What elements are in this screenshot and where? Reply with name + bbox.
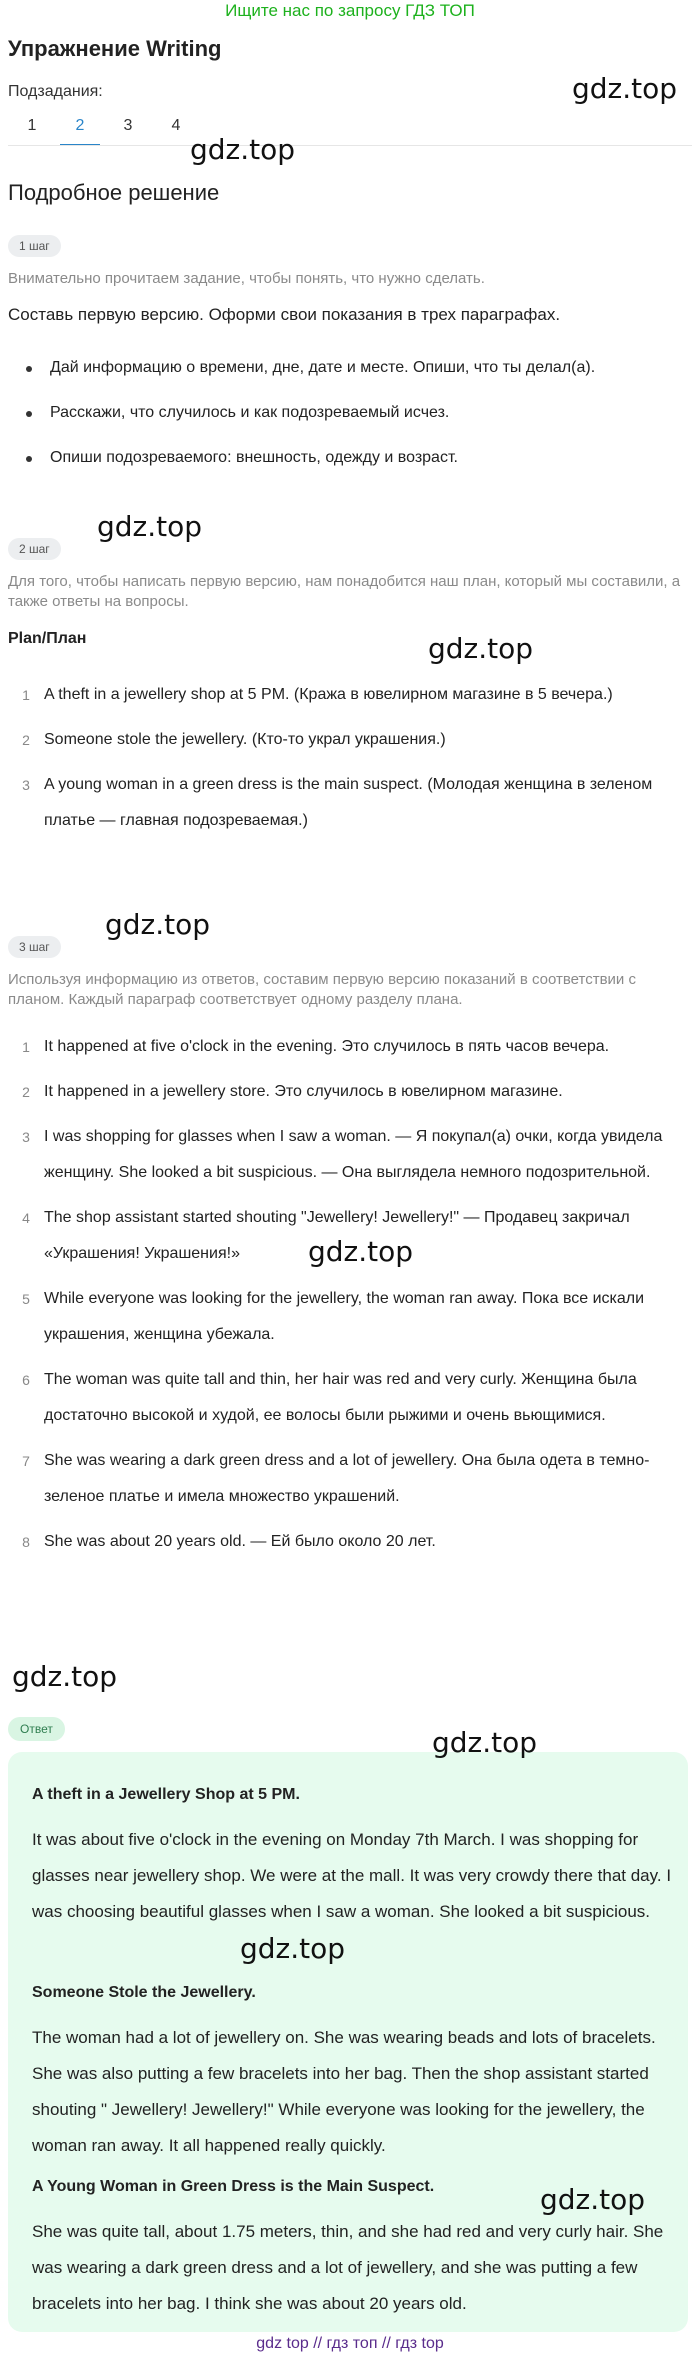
item-number: 1	[22, 1039, 30, 1055]
list-item	[8, 677, 688, 713]
plan-list	[8, 677, 688, 848]
watermark: gdz.top	[432, 1726, 538, 1759]
item-text: She was wearing a dark green dress and a lot of jewellery. Она была одета в темно-зеленое платье и имела множество украшений.	[44, 1452, 650, 1505]
item-text: I was shopping for glasses when I saw a woman. — Я покупал(а) очки, когда увидела женщину. She looked a bit suspicious. — Она выглядела немного подозрительной.	[44, 1128, 663, 1181]
item-text: The woman was quite tall and thin, her hair was red and very curly. Женщина была достаточно высокой и худой, ее волосы были рыжими и очень вьющимися.	[44, 1371, 637, 1424]
item-number: 6	[22, 1372, 30, 1388]
watermark: gdz.top	[105, 908, 211, 941]
item-number: 8	[22, 1534, 30, 1550]
item-number: 1	[22, 687, 30, 703]
watermark: gdz.top	[190, 133, 296, 166]
item-text: A theft in a jewellery shop at 5 PM. (Кража в ювелирном магазине в 5 вечера.)	[44, 686, 613, 703]
item-number: 5	[22, 1291, 30, 1307]
list-item	[8, 767, 688, 839]
item-text: A young woman in a green dress is the main suspect. (Молодая женщина в зеленом платье — главная подозреваемая.)	[44, 776, 653, 829]
task-text: Составь первую версию. Оформи свои показания в трех параграфах.	[8, 305, 561, 324]
answer-paragraph-heading: Someone Stole the Jewellery.	[32, 1984, 256, 2001]
footer-links[interactable]: gdz top // гдз топ // гдз top	[256, 2335, 444, 2352]
item-number: 7	[22, 1453, 30, 1469]
step-badge: 3 шаг	[8, 936, 61, 958]
list-item	[8, 1029, 688, 1065]
tabs-divider	[8, 145, 692, 146]
item-text: While everyone was looking for the jewellery, the woman ran away. Пока все искали украшения, женщина убежала.	[44, 1290, 645, 1343]
item-text: It happened in a jewellery store. Это случилось в ювелирном магазине.	[44, 1083, 563, 1100]
solution-heading: Подробное решение	[8, 180, 220, 205]
answer-paragraph: It was about five o'clock in the evening on Monday 7th March. I was shopping for glasses near jewellery shop. We were at the mall. It was very crowdy there that day. I was choosing beautiful glasses when I saw a woman. She looked a bit suspicious.	[32, 1830, 672, 1921]
step-description: Внимательно прочитаем задание, чтобы понять, что нужно сделать.	[8, 270, 485, 287]
answer-paragraph-heading: A theft in a Jewellery Shop at 5 PM.	[32, 1786, 300, 1803]
watermark: gdz.top	[12, 1660, 118, 1693]
item-number: 3	[22, 1129, 30, 1145]
top-banner: Ищите нас по запросу ГДЗ ТОП	[225, 1, 475, 20]
step-description: Используя информацию из ответов, составим первую версию показаний в соответствии с планом. Каждый параграф соответствует одному разделу плана.	[8, 971, 636, 1008]
item-number: 2	[22, 732, 30, 748]
answer-badge: Ответ	[8, 1717, 65, 1741]
list-item	[8, 1281, 688, 1353]
watermark: gdz.top	[428, 632, 534, 665]
list-item	[8, 1443, 688, 1515]
item-number: 3	[22, 777, 30, 793]
subtask-tabs	[8, 112, 200, 146]
watermark: gdz.top	[308, 1235, 414, 1268]
watermark: gdz.top	[240, 1932, 346, 1965]
list-item	[8, 722, 688, 758]
item-text: It happened at five o'clock in the evening. Это случилось в пять часов вечера.	[44, 1038, 610, 1055]
item-text: Someone stole the jewellery. (Кто-то украл украшения.)	[44, 731, 446, 748]
list-item	[8, 1074, 688, 1110]
step-badge: 2 шаг	[8, 538, 61, 560]
answer-paragraph-heading: A Young Woman in Green Dress is the Main Suspect.	[32, 2178, 435, 2195]
step-badge: 1 шаг	[8, 235, 61, 257]
item-number: 4	[22, 1210, 30, 1226]
tab-3[interactable]: 3	[123, 117, 133, 134]
item-text: The shop assistant started shouting "Jewellery! Jewellery!" — Продавец закричал «Украшения! Украшения!»	[44, 1209, 630, 1262]
bullet-item: Опиши подозреваемого: внешность, одежду и возраст.	[8, 446, 692, 470]
tab-2-active[interactable]: 2	[56, 112, 104, 146]
answer-paragraph: She was quite tall, about 1.75 meters, thin, and she had red and very curly hair. She was wearing a dark green dress and a lot of jewellery, and she was putting a few bracelets into her bag. I think she was about 20 years old.	[32, 2222, 664, 2313]
watermark: gdz.top	[97, 510, 203, 543]
plan-label: Plan/План	[8, 630, 87, 647]
task-bullets	[8, 356, 692, 491]
tab-4[interactable]: 4	[171, 117, 181, 134]
bullet-item: Расскажи, что случилось и как подозреваемый исчез.	[8, 401, 692, 425]
list-item	[8, 1362, 688, 1434]
watermark: gdz.top	[540, 2183, 646, 2216]
step-description: Для того, чтобы написать первую версию, нам понадобится наш план, который мы составили, а также ответы на вопросы.	[8, 573, 681, 610]
draft-list	[8, 1029, 688, 1569]
tab-1[interactable]: 1	[27, 117, 37, 134]
watermark: gdz.top	[572, 72, 678, 105]
item-number: 2	[22, 1084, 30, 1100]
list-item	[8, 1119, 688, 1191]
answer-paragraph: The woman had a lot of jewellery on. She was wearing beads and lots of bracelets. She was also putting a few bracelets into her bag. Then the shop assistant started shouting " Jewellery! Jewellery!" While everyone was looking for the jewellery, the woman ran away. It all happened really quickly.	[32, 2028, 656, 2155]
bullet-item: Дай информацию о времени, дне, дате и месте. Опиши, что ты делал(а).	[8, 356, 692, 380]
page-title: Упражнение Writing	[8, 36, 222, 61]
list-item	[8, 1524, 688, 1560]
subtasks-label: Подзадания:	[8, 83, 103, 100]
item-text: She was about 20 years old. — Ей было около 20 лет.	[44, 1533, 436, 1550]
